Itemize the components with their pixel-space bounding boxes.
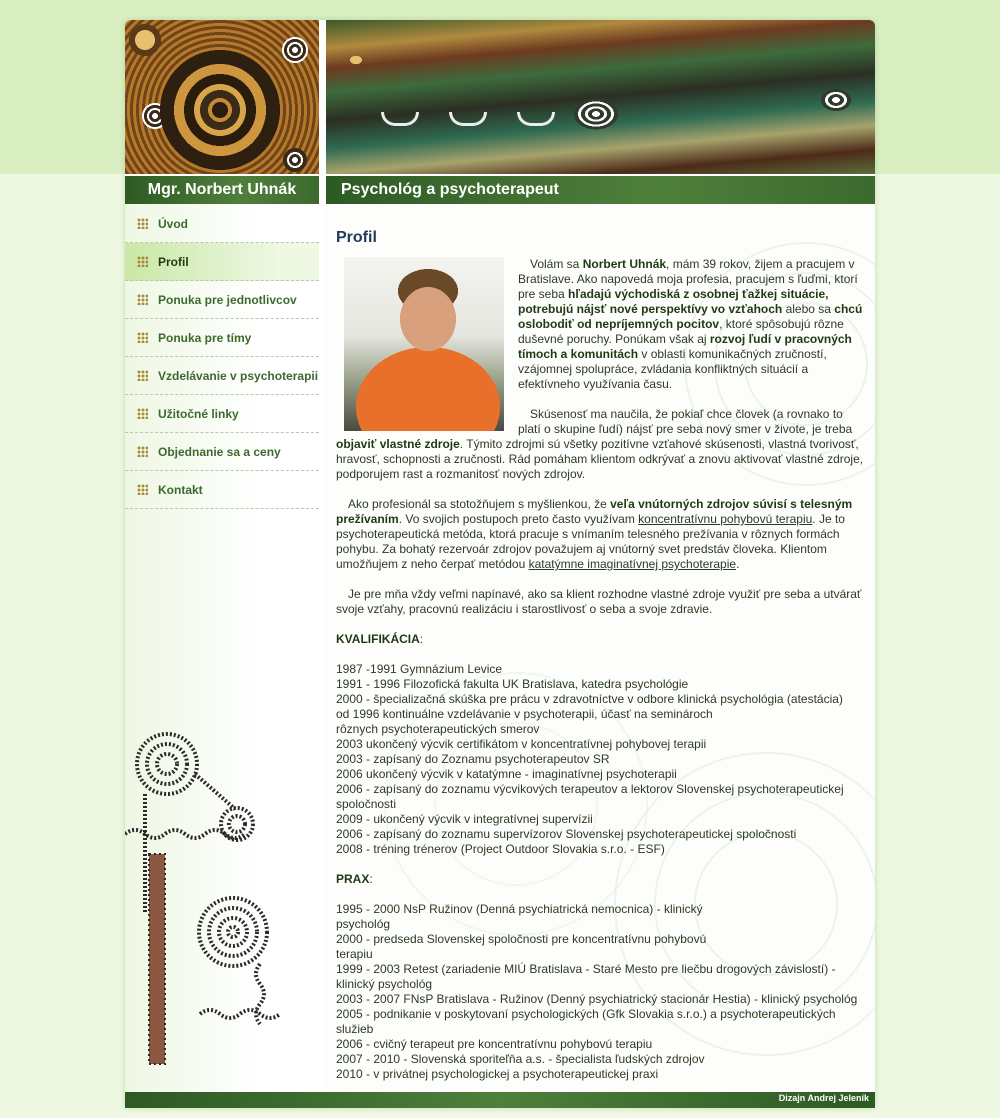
sidebar xyxy=(125,204,319,1092)
menu-item-vzdelavanie[interactable] xyxy=(125,357,319,395)
list-item: 2009 - ukončený výcvik v integratívnej supervízii xyxy=(336,812,593,826)
menu-item-kontakt[interactable] xyxy=(125,471,319,509)
section-title: KVALIFIKÁCIA xyxy=(336,632,420,646)
site-tagline: Psychológ a psychoterapeut xyxy=(326,174,875,204)
list-item: 1991 - 1996 Filozofická fakulta UK Bratislava, katedra psychológie xyxy=(336,677,689,691)
qualification-heading: KVALIFIKÁCIA: xyxy=(336,632,424,646)
menu-item-label: Úvod xyxy=(158,216,188,231)
text: Volám sa xyxy=(530,257,583,271)
grip-icon xyxy=(137,484,148,495)
emphasis: hľadajú východiská z osobnej ťažkej situácie, potrebujú nájsť nové perspektívy vo vzťahoch xyxy=(518,287,829,316)
emphasis: rozvoj ľudí v pracovných tímoch a komunitách xyxy=(518,332,852,361)
header-pattern xyxy=(381,112,555,126)
text: v oblasti komunikačných zručností, vzájomnej spolupráce, zvládania konfliktných situácií a efektívneho využívania času. xyxy=(518,347,827,391)
list-item: 2007 - 2010 - Slovenská sporiteľňa a.s. - špecialista ľudských zdrojov xyxy=(336,1052,705,1066)
methods-paragraph xyxy=(336,497,865,572)
link-koncentrativna-terapia[interactable]: koncentratívnu pohybovú terapiu xyxy=(638,512,813,526)
footer xyxy=(125,1092,875,1108)
text: . Týmito zdrojmi sú všetky pozitívne vzťahové skúsenosti, vlastná tvorivosť, hravosť, schopnosti a zručnosti. Rád pomáham klientom odkrývať a znovu aktivovať vlastné zdroje, podporujem rast a rozmanitosť nových zdrojov. xyxy=(336,437,864,481)
menu-item-label: Ponuka pre jednotlivcov xyxy=(158,292,297,307)
list-item: 2010 - v privátnej psychologickej a psychoterapeutickej praxi xyxy=(336,1067,659,1081)
text: . Je to psychoterapeutická metóda, ktorá pracuje s vnímaním telesného prežívania v rôznych formách pohybu. Za bohatý rezervoár zdrojov považujem aj vnútorný svet predstáv človeka. Klientom umožňujem z neho čerpať metódou xyxy=(336,512,845,571)
qualification-list xyxy=(336,662,865,857)
menu-item-ponuka-jednotlivci[interactable] xyxy=(125,281,319,319)
sidebar-tribal-art xyxy=(125,714,285,1084)
list-item: 1995 - 2000 NsP Ružinov (Denná psychiatrická nemocnica) - klinický psychológ xyxy=(336,902,703,931)
text: alebo sa xyxy=(782,302,835,316)
list-item: 2006 - zapísaný do zoznamu supervízorov Slovenskej psychoterapeutickej spoločnosti xyxy=(336,827,797,841)
list-item: 2000 - predseda Slovenskej spoločnosti pre koncentratívnu pohybovú terapiu xyxy=(336,932,707,961)
grip-icon xyxy=(137,332,148,343)
grip-icon xyxy=(137,408,148,419)
header-art-left xyxy=(125,20,319,174)
grip-icon xyxy=(137,370,148,381)
menu-item-ponuka-timy[interactable] xyxy=(125,319,319,357)
closing-paragraph: Je pre mňa vždy veľmi napínavé, ako sa klient rozhodne vlastné zdroje využiť pre seba a utvárať svoje vzťahy, pracovnú realizáciu i starostlivosť o seba a svoje zdravie. xyxy=(336,587,862,616)
main-menu xyxy=(125,204,319,509)
page-title: Profil xyxy=(336,229,377,246)
header-art-right xyxy=(326,20,875,174)
text: . xyxy=(736,557,740,571)
grip-icon xyxy=(137,294,148,305)
emphasis: chcú oslobodiť od nepríjemných pocitov xyxy=(518,302,863,331)
section-title: PRAX xyxy=(336,872,370,886)
text: , ktoré spôsobujú rôzne duševné poruchy. Ponúkam však aj xyxy=(518,317,844,346)
menu-item-label: Užitočné linky xyxy=(158,406,239,421)
menu-item-linky[interactable] xyxy=(125,395,319,433)
list-item: 1999 - 2003 Retest (zariadenie MIÚ Bratislava - Staré Mesto pre liečbu drogových závislostí) - klinický psychológ xyxy=(336,962,836,991)
column-divider xyxy=(319,20,326,1108)
list-item: 2006 - cvičný terapeut pre koncentratívnu pohybovú terapiu xyxy=(336,1037,653,1051)
site-name[interactable]: Mgr. Norbert Uhnák xyxy=(125,174,319,204)
grip-icon xyxy=(137,256,148,267)
text: . Vo svojich postupoch preto často využívam xyxy=(398,512,639,526)
emphasis: objaviť vlastné zdroje xyxy=(336,437,460,451)
profile-photo xyxy=(344,257,504,431)
footer-credit[interactable]: Dizajn Andrej Jeleník xyxy=(778,1093,869,1103)
list-item: 2003 - 2007 FNsP Bratislava - Ružinov (Denný psychiatrický stacionár Hestia) - klinický psychológ xyxy=(336,992,858,1006)
text: , mám 39 rokov, žijem a pracujem v Bratislave. Ako napovedá moja profesia, pracujem s ľuďmi, ktorí pre seba xyxy=(518,257,858,301)
menu-item-label: Objednanie sa a ceny xyxy=(158,444,281,459)
main-content xyxy=(326,204,875,1092)
page-wrapper xyxy=(125,20,875,1108)
list-item: 2006 ukončený výcvik v katatýmne - imaginatívnej psychoterapii xyxy=(336,767,677,781)
practice-list xyxy=(336,902,865,1082)
menu-item-objednanie[interactable] xyxy=(125,433,319,471)
list-item: 1987 -1991 Gymnázium Levice xyxy=(336,662,503,676)
list-item: 2003 ukončený výcvik certifikátom v koncentratívnej pohybovej terapii xyxy=(336,737,707,751)
list-item: od 1996 kontinuálne vzdelávanie v psychoterapii, účasť na seminároch rôznych psychoterapeutických smerov xyxy=(336,707,713,736)
list-item: 2008 - tréning trénerov (Project Outdoor Slovakia s.r.o. - ESF) xyxy=(336,842,665,856)
list-item: 2000 - špecializačná skúška pre prácu v zdravotníctve v odbore klinická psychológia (atestácia) xyxy=(336,692,843,706)
menu-item-profil[interactable] xyxy=(125,243,319,281)
text: Ako profesionál sa stotožňujem s myšlienkou, že xyxy=(348,497,611,511)
menu-item-label: Ponuka pre tímy xyxy=(158,330,252,345)
list-item: 2006 - zapísaný do zoznamu výcvikových terapeutov a lektorov Slovenskej psychoterapeutickej spoločnosti xyxy=(336,782,844,811)
link-katatymne-psychoterapia[interactable]: katatýmne imaginatívnej psychoterapie xyxy=(528,557,737,571)
menu-item-uvod[interactable] xyxy=(125,205,319,243)
list-item: 2005 - podnikanie v poskytovaní psychologických (Gfk Slovakia s.r.o.) a psychoterapeutických služieb xyxy=(336,1007,836,1036)
emphasis: Norbert Uhnák xyxy=(582,257,667,271)
grip-icon xyxy=(137,218,148,229)
emphasis: veľa vnútorných zdrojov súvisí s telesným prežívaním xyxy=(336,497,853,526)
list-item: 2003 - zapísaný do Zoznamu psychoterapeutov SR xyxy=(336,752,610,766)
practice-heading: PRAX: xyxy=(336,872,373,886)
text: Skúsenosť ma naučila, že pokiaľ chce človek (a rovnako to platí o skupine ľudí) nájsť pre seba nový smer v živote, je treba xyxy=(518,407,853,436)
menu-item-label: Vzdelávanie v psychoterapii xyxy=(158,368,319,383)
grip-icon xyxy=(137,446,148,457)
menu-item-label: Profil xyxy=(158,254,189,269)
menu-item-label: Kontakt xyxy=(158,482,203,497)
